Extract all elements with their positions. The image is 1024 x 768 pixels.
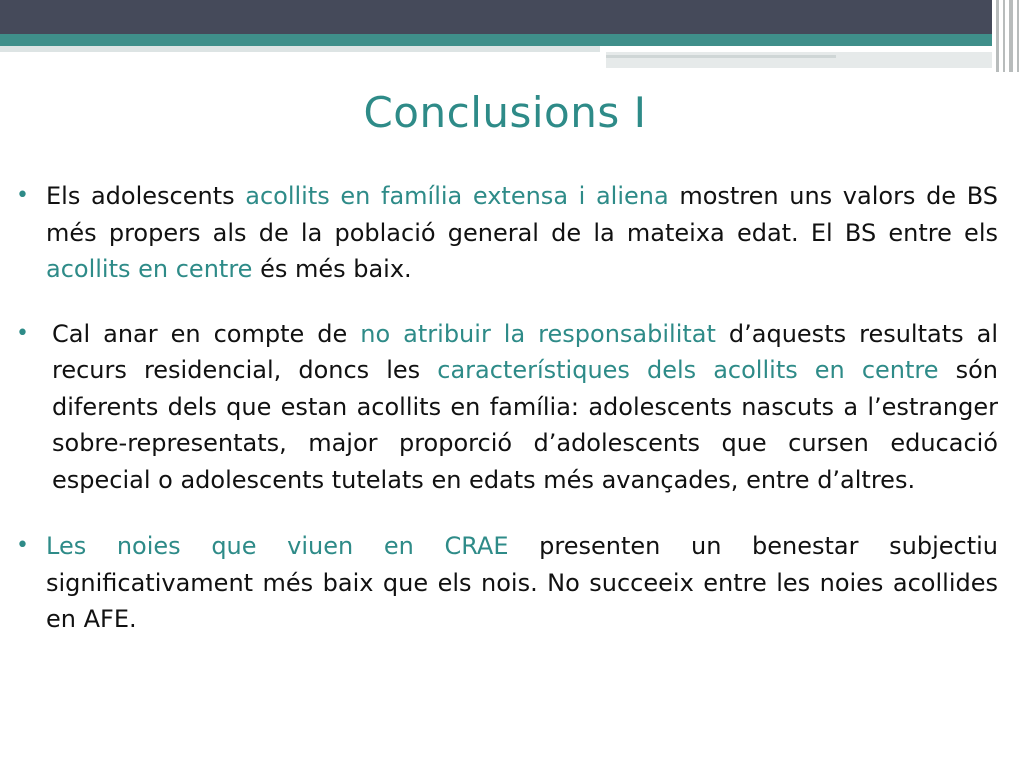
highlighted-text: acollits en centre [46, 255, 253, 283]
highlighted-text: Les noies que viuen en CRAE [46, 532, 509, 560]
bullet-list [14, 178, 998, 638]
header-stripes-decoration [992, 0, 1024, 72]
text-run: d’aquests resultats al recurs residencial, doncs les [52, 319, 998, 384]
highlighted-text: no atribuir la responsabilitat [360, 319, 716, 348]
highlighted-text: acollits en família extensa i aliena [245, 182, 669, 210]
text-run: presenten un benestar subjectiu significativament més baix que els nois. No succeeix entre les noies acollides en AFE. [46, 532, 999, 633]
text-run: Els adolescents [46, 182, 246, 210]
header-grey-band [0, 46, 600, 52]
bullet-text [52, 320, 998, 494]
text-run: és més baix. [252, 255, 412, 283]
bullet-icon: • [16, 183, 29, 208]
slide-title: Conclusions I [363, 88, 647, 137]
header-teal-band [0, 34, 1024, 46]
bullet-item [14, 316, 998, 499]
bullet-text [46, 532, 998, 633]
bullet-icon: • [16, 320, 29, 346]
bullet-item [14, 528, 998, 638]
header-grey-band-right [606, 52, 1000, 68]
text-run: Cal anar en compte de [52, 319, 361, 348]
text-run: són diferents dels que estan acollits en família: adolescents nascuts a l’estranger sobre-representats, major proporció d’adolescents que cursen educació especial o adolescents tutelats en edats més avançades, entre d’altres. [52, 356, 998, 494]
text-run: mostren uns valors de BS més propers als de la població general de la mateixa edat. El BS entre els [46, 182, 998, 247]
bullet-text [46, 182, 998, 283]
bullet-icon: • [16, 533, 29, 558]
header-dark-band [0, 0, 1024, 34]
bullet-item [14, 178, 998, 288]
highlighted-text: característiques dels acollits en centre [437, 356, 939, 384]
